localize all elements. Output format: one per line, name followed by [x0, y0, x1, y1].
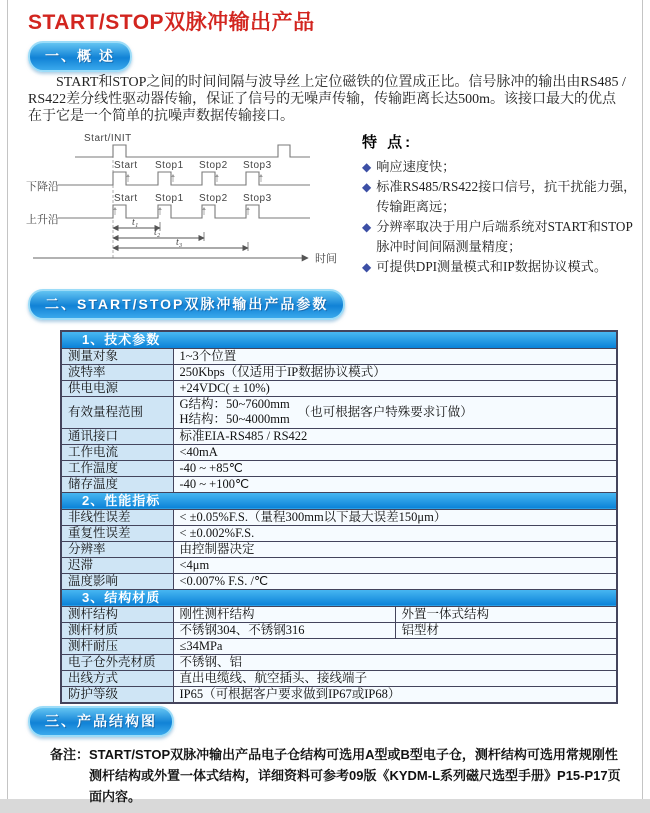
pulse-label: Stop1 [155, 193, 184, 204]
feature-item [362, 257, 639, 277]
table-row [61, 444, 617, 460]
feature-text: 标准RS485/RS422接口信号，抗干扰能力强，传输距离远； [376, 179, 637, 214]
table-row [61, 622, 617, 638]
param-value-2: 铝型材 [395, 622, 617, 638]
param-label: 温度影响 [61, 573, 173, 589]
feature-item [362, 157, 639, 177]
pulse-label: Stop3 [243, 193, 272, 204]
table-row [61, 364, 617, 380]
page-title: START/STOP双脉冲输出产品 [28, 11, 315, 34]
param-value: 不锈钢、铝 [173, 654, 617, 670]
overview-paragraph: START和STOP之间的时间间隔与波导丝上定位磁铁的位置成正比。信号脉冲的输出由RS485 / RS422差分线性驱动器传输，保证了信号的无噪声传输，传输距离长达500m。该接口最大的优点在于它是一个简单的抗噪声数据传输接口。 [28, 75, 626, 124]
param-label: 供电电源 [61, 380, 173, 396]
table-row [61, 380, 617, 396]
param-label: 测杆耐压 [61, 638, 173, 654]
interval-t1-label: t₁ [132, 217, 139, 228]
param-value: <40mA [173, 444, 617, 460]
table-section-row [61, 331, 617, 348]
section-badge-overview: 一、概 述 [28, 41, 132, 72]
footnote [50, 744, 624, 807]
param-label: 工作电流 [61, 444, 173, 460]
param-label: 测杆结构 [61, 606, 173, 622]
param-value: <4μm [173, 557, 617, 573]
pulse-label: Stop1 [155, 160, 184, 171]
start-init-trace [75, 145, 310, 157]
params-table-body [61, 331, 617, 703]
param-value: 1~3个位置 [173, 348, 617, 364]
footnote-text: START/STOP双脉冲输出产品电子仓结构可选用A型或B型电子仓，测杆结构可选用常规刚性测杆结构或外置一体式结构，详细资料可参考09版《KYDM-L系列磁尺选型手册》P15-P17页面内容。 [89, 747, 621, 804]
table-section-header: 1、技术参数 [61, 331, 617, 348]
rising-edge-label: 上升沿 [26, 214, 59, 226]
features-panel [362, 131, 639, 277]
table-section-header: 3、结构材质 [61, 589, 617, 606]
footnote-label: 备注： [50, 747, 90, 762]
table-section-row [61, 589, 617, 606]
table-section-row [61, 492, 617, 509]
section-badge-structure: 三、产品结构图 [28, 706, 174, 737]
table-row [61, 670, 617, 686]
diamond-bullet-icon: ◆ [362, 180, 372, 194]
param-label: 出线方式 [61, 670, 173, 686]
param-value: 直出电缆线、航空插头、接线端子 [173, 670, 617, 686]
section-badge-params: 二、START/STOP双脉冲输出产品参数 [28, 289, 345, 320]
param-value: <0.007% F.S. /℃ [173, 573, 617, 589]
param-label: 通讯接口 [61, 428, 173, 444]
pulse-label: Stop2 [199, 193, 228, 204]
param-value: 标准EIA-RS485 / RS422 [173, 428, 617, 444]
param-label: 储存温度 [61, 476, 173, 492]
pulse-label: Start [114, 160, 138, 171]
range-line: G结构：50~7600mm [179, 397, 290, 411]
table-row [61, 654, 617, 670]
range-note: （也可根据客户特殊要求订做） [297, 404, 473, 419]
param-value: -40 ~ +85℃ [173, 460, 617, 476]
interval-t3-label: t₃ [176, 237, 183, 248]
table-section-header: 2、性能指标 [61, 492, 617, 509]
range-line: H结构：50~4000mm [179, 412, 290, 426]
diamond-bullet-icon: ◆ [362, 220, 372, 234]
param-label: 工作温度 [61, 460, 173, 476]
param-label: 波特率 [61, 364, 173, 380]
table-row [61, 525, 617, 541]
table-row [61, 557, 617, 573]
param-value: -40 ~ +100℃ [173, 476, 617, 492]
start-init-label: Start/INIT [84, 133, 132, 144]
param-value-2: 外置一体式结构 [395, 606, 617, 622]
param-label: 电子仓外壳材质 [61, 654, 173, 670]
falling-edge-trace [58, 172, 310, 185]
param-value: < ±0.002%F.S. [173, 525, 617, 541]
table-row [61, 396, 617, 428]
param-label: 分辨率 [61, 541, 173, 557]
param-value: ≤34MPa [173, 638, 617, 654]
param-value: < ±0.05%F.S.（量程300mm以下最大误差150μm） [173, 509, 617, 525]
pulse-label: Start [114, 193, 138, 204]
param-value: +24VDC( ± 10%) [173, 380, 617, 396]
table-row [61, 428, 617, 444]
table-row [61, 509, 617, 525]
feature-text: 分辨率取决于用户后端系统对START和STOP脉冲时间间隔测量精度； [376, 219, 633, 254]
interval-t2-label: t₂ [154, 227, 161, 238]
features-list [362, 157, 639, 277]
diamond-bullet-icon: ◆ [362, 160, 372, 174]
table-row [61, 476, 617, 492]
diamond-bullet-icon: ◆ [362, 260, 372, 274]
params-table [60, 330, 618, 704]
pulse-label: Stop3 [243, 160, 272, 171]
rising-edge-trace [58, 205, 310, 218]
param-label: 测杆材质 [61, 622, 173, 638]
features-heading: 特 点: [362, 134, 414, 151]
param-label: 测量对象 [61, 348, 173, 364]
feature-item [362, 217, 639, 257]
table-row [61, 573, 617, 589]
param-value [173, 396, 617, 428]
param-value: 不锈钢304、不锈钢316 [173, 622, 395, 638]
param-label: 防护等级 [61, 686, 173, 703]
range-cell [180, 397, 611, 427]
param-value: 刚性测杆结构 [173, 606, 395, 622]
timing-diagram [18, 124, 348, 272]
param-label: 迟滞 [61, 557, 173, 573]
param-label: 重复性误差 [61, 525, 173, 541]
param-label: 非线性误差 [61, 509, 173, 525]
falling-edge-label: 下降沿 [26, 181, 59, 193]
table-row [61, 638, 617, 654]
param-value: 由控制器决定 [173, 541, 617, 557]
feature-item [362, 177, 639, 217]
pulse-label: Stop2 [199, 160, 228, 171]
feature-text: 响应速度快； [376, 159, 456, 174]
table-row [61, 606, 617, 622]
table-row [61, 348, 617, 364]
table-row [61, 686, 617, 703]
page-right-border [642, 0, 643, 799]
table-row [61, 541, 617, 557]
param-value: IP65（可根据客户要求做到IP67或IP68） [173, 686, 617, 703]
param-value: 250Kbps（仅适用于IP数据协议模式） [173, 364, 617, 380]
table-row [61, 460, 617, 476]
feature-text: 可提供DPI测量模式和IP数据协议模式。 [376, 259, 608, 274]
time-axis-label: 时间 [315, 253, 337, 265]
page-left-border [7, 0, 8, 799]
param-label: 有效量程范围 [61, 396, 173, 428]
